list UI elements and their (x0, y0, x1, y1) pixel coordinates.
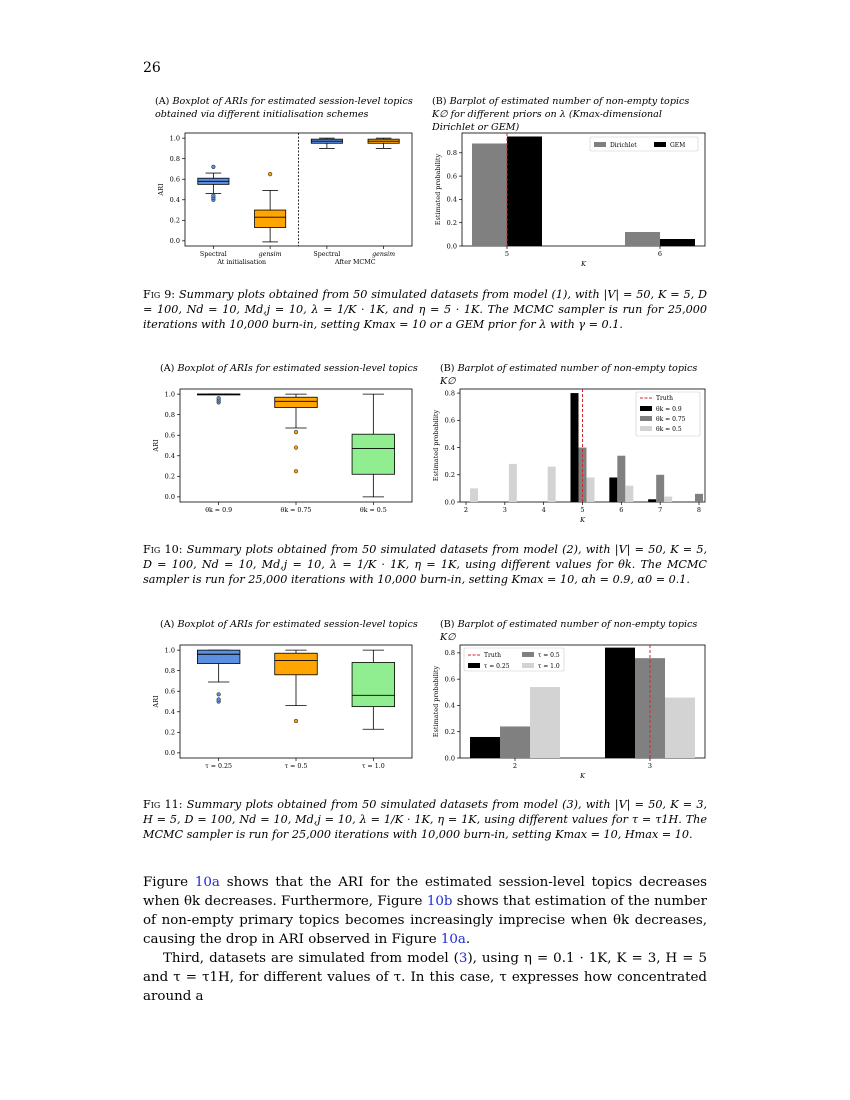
fig11b-caption-text: Barplot of estimated number of non-empty topics K∅ (440, 619, 698, 643)
fig10b-caption-text: Barplot of estimated number of non-empty topics K∅ (440, 363, 698, 387)
y-axis-label: Estimated probability (434, 153, 442, 226)
bar (587, 477, 595, 502)
fig11a-label: (A) (160, 619, 175, 630)
y-axis-label: ARI (152, 695, 160, 708)
y-tick-label: 0.0 (169, 237, 180, 246)
x-tick-label: gensim (258, 251, 282, 258)
legend-label: τ = 0.5 (538, 652, 560, 659)
group-label: At initialisation (217, 259, 267, 266)
fig9-label: Fig 9: (143, 288, 176, 301)
ref-model3-link[interactable]: 3 (458, 951, 468, 966)
outlier-point (217, 698, 221, 702)
box (197, 650, 240, 663)
bar (472, 143, 507, 246)
ref-fig10a-link-2[interactable]: 10a (440, 932, 466, 947)
bar (571, 393, 579, 502)
fig9a-caption-text: Boxplot of ARIs for estimated session-level topics obtained via different initialisation schemes (155, 96, 413, 120)
x-tick-label: θk = 0.9 (205, 507, 233, 514)
y-tick-label: 0.0 (444, 754, 455, 763)
x-tick-label: Spectral (313, 251, 341, 258)
x-tick-label: 8 (696, 506, 702, 514)
legend-label: τ = 0.25 (484, 663, 510, 670)
fig9a-subcaption (155, 95, 417, 121)
x-axis-label: K (580, 772, 585, 780)
y-tick-label: 0.0 (446, 242, 457, 251)
fig11-caption-text: Summary plots obtained from 50 simulated datasets from model (3), with |V| = 50, K = 3, H = 5, D = 100, Nd = 10, Md,j = 10, λ = 1/K · 1K, η = 1K, using different values for τ = τ1H. The MCMC sampler is run for 25,000 iterations with 10,000 burn-in, setting Kmax = 10, Hmax = 10. (143, 798, 707, 841)
y-tick-label: 0.4 (444, 443, 455, 452)
y-axis-label: ARI (152, 439, 160, 452)
legend-label: θk = 0.75 (656, 416, 686, 423)
fig10-caption-text: Summary plots obtained from 50 simulated datasets from model (2), with |V| = 50, K = 5, D = 100, Nd = 10, Md,j = 10, λ = 1/K · 1K, η = 1K, using different values for θk. The MCMC sampler is run for 25,000 iterations with 10,000 burn-in, setting Kmax = 10, αh = 0.9, α0 = 0.1. (143, 543, 707, 586)
outlier-point (212, 165, 216, 169)
x-tick-label: τ = 1.0 (361, 763, 385, 770)
outlier-point (294, 430, 298, 434)
y-tick-label: 0.6 (444, 675, 455, 684)
p2-text-b: ), using η = 0.1 · 1K, K = 3, H = 5 and τ = τ1H, for different values of τ. In this case, τ expresses how concentrated around a (143, 951, 707, 1004)
y-tick-label: 0.8 (444, 649, 455, 658)
box (255, 210, 286, 227)
y-tick-label: 0.4 (446, 195, 457, 204)
paragraph-2 (143, 949, 707, 1006)
bar (665, 698, 695, 758)
legend-swatch (640, 416, 652, 421)
ref-fig10b-link[interactable]: 10b (426, 894, 453, 909)
legend-swatch (468, 663, 480, 668)
legend-swatch (654, 142, 666, 147)
y-axis-label: Estimated probability (432, 665, 440, 738)
y-tick-label: 0.8 (164, 410, 175, 419)
y-tick-label: 0.6 (164, 431, 175, 440)
fig10-caption (143, 542, 707, 587)
fig9b-barplot (430, 128, 710, 273)
fig10a-subcaption (160, 362, 420, 375)
outlier-point (217, 693, 221, 697)
fig11-caption (143, 797, 707, 842)
outlier-point (294, 446, 298, 450)
bar (660, 239, 695, 246)
legend-label: GEM (670, 142, 686, 149)
fig11-label: Fig 11: (143, 798, 183, 811)
bar (605, 648, 635, 758)
bar (617, 456, 625, 502)
bar (609, 477, 617, 502)
bar (500, 726, 530, 758)
y-tick-label: 0.0 (164, 493, 175, 502)
y-tick-label: 0.2 (446, 219, 457, 228)
y-tick-label: 0.0 (444, 498, 455, 507)
y-tick-label: 1.0 (164, 646, 175, 655)
bar (695, 494, 703, 502)
fig11a-subcaption (160, 618, 420, 631)
y-tick-label: 0.6 (446, 172, 457, 181)
x-axis-label: K (581, 260, 586, 268)
legend-swatch (594, 142, 606, 147)
fig9a-label: (A) (155, 96, 170, 107)
box (275, 653, 318, 675)
y-tick-label: 0.4 (164, 452, 175, 461)
legend-label: Truth (484, 652, 502, 659)
x-tick-label: 2 (512, 762, 518, 770)
x-tick-label: τ = 0.5 (284, 763, 308, 770)
fig10a-caption-text: Boxplot of ARIs for estimated session-level topics (177, 363, 418, 374)
bar (507, 136, 542, 246)
y-tick-label: 0.6 (444, 416, 455, 425)
bar (625, 232, 660, 246)
legend-label: θk = 0.5 (656, 426, 682, 433)
legend-label: Truth (656, 395, 674, 402)
legend-swatch (640, 406, 652, 411)
bar (548, 467, 556, 502)
y-tick-label: 0.2 (444, 728, 455, 737)
y-tick-label: 1.0 (169, 134, 180, 143)
x-tick-label: 3 (502, 506, 507, 514)
y-tick-label: 1.0 (164, 390, 175, 399)
outlier-point (212, 194, 216, 198)
x-tick-label: 7 (658, 506, 663, 514)
bar (470, 737, 500, 758)
bar (664, 497, 672, 502)
box (352, 434, 395, 474)
fig9b-label: (B) (432, 96, 447, 107)
fig11a-caption-text: Boxplot of ARIs for estimated session-level topics (177, 619, 418, 630)
legend-swatch (522, 652, 534, 657)
y-axis-label: Estimated probability (432, 409, 440, 482)
x-tick-label: τ = 0.25 (205, 763, 233, 770)
box (352, 662, 395, 706)
p1-text-b: shows that the ARI for the estimated session-level topics decreases when θk decreases. Furthermore, Figure (143, 875, 707, 909)
p1-text-a: Figure (143, 875, 195, 890)
bar (656, 475, 664, 502)
y-tick-label: 0.4 (164, 708, 175, 717)
bar (635, 658, 665, 758)
legend-swatch (640, 426, 652, 431)
fig9-caption (143, 287, 707, 332)
ref-fig10a-link-1[interactable]: 10a (194, 875, 220, 890)
group-label: After MCMC (334, 259, 376, 266)
fig11b-barplot (430, 640, 710, 785)
y-tick-label: 0.0 (164, 749, 175, 758)
y-tick-label: 0.6 (164, 687, 175, 696)
bar (470, 488, 478, 502)
legend-label: θk = 0.9 (656, 406, 682, 413)
x-tick-label: 5 (580, 506, 585, 514)
y-tick-label: 0.4 (444, 701, 455, 710)
p1-text-d: . (465, 932, 471, 947)
x-tick-label: 3 (647, 762, 653, 770)
y-tick-label: 0.8 (169, 154, 180, 163)
x-tick-label: 4 (541, 506, 546, 514)
box (275, 397, 318, 407)
fig9b-caption-text: Barplot of estimated number of non-empty topics K∅ for different priors on λ (Kmax-dimensional Dirichlet or GEM) (432, 96, 690, 133)
y-tick-label: 0.2 (164, 472, 175, 481)
fig10a-boxplot (150, 384, 420, 529)
fig9-caption-text: Summary plots obtained from 50 simulated datasets from model (1), with |V| = 50, K = 5, D = 100, Nd = 10, Md,j = 10, λ = 1/K · 1K, and η = 5 · 1K. The MCMC sampler is run for 25,000 iterations with 10,000 burn-in, setting Kmax = 10 or a GEM prior for λ with γ = 0.1. (143, 288, 708, 331)
p1-text-c: shows that estimation of the number of non-empty primary topics becomes increasingly imprecise when θk decreases, causing the drop in ARI observed in Figure (143, 894, 707, 947)
y-tick-label: 0.8 (446, 149, 457, 158)
x-tick-label: 5 (504, 250, 510, 258)
fig11b-label: (B) (440, 619, 455, 630)
legend-swatch (522, 663, 534, 668)
x-axis-label: K (580, 516, 585, 524)
x-tick-label: gensim (372, 251, 396, 258)
y-axis-label: ARI (157, 183, 165, 196)
paragraph-1 (143, 873, 707, 949)
x-tick-label: Spectral (199, 251, 227, 258)
outlier-point (217, 396, 221, 400)
outlier-point (268, 172, 272, 176)
x-tick-label: 6 (657, 250, 663, 258)
fig11a-boxplot (150, 640, 420, 785)
outlier-point (294, 719, 298, 723)
legend-label: Dirichlet (610, 142, 637, 149)
x-tick-label: 2 (463, 506, 469, 514)
p2-text-a: Third, datasets are simulated from model ( (163, 951, 459, 966)
y-tick-label: 0.2 (164, 728, 175, 737)
x-tick-label: θk = 0.5 (359, 507, 387, 514)
bar (509, 464, 517, 502)
x-tick-label: 6 (619, 506, 624, 514)
y-tick-label: 0.6 (169, 175, 180, 184)
page-number: 26 (143, 60, 161, 76)
fig9a-boxplot (150, 128, 420, 273)
y-tick-label: 0.4 (169, 196, 180, 205)
y-tick-label: 0.2 (444, 471, 455, 480)
legend-label: τ = 1.0 (538, 663, 560, 670)
outlier-point (294, 469, 298, 473)
y-tick-label: 0.8 (444, 389, 455, 398)
fig10b-label: (B) (440, 363, 455, 374)
bar (648, 499, 656, 502)
bar (625, 486, 633, 502)
x-tick-label: θk = 0.75 (280, 507, 312, 514)
fig10a-label: (A) (160, 363, 175, 374)
bar (530, 687, 560, 758)
body-text (143, 873, 707, 1006)
y-tick-label: 0.8 (164, 666, 175, 675)
y-tick-label: 0.2 (169, 216, 180, 225)
fig10-label: Fig 10: (143, 543, 183, 556)
fig10b-barplot (430, 384, 710, 529)
